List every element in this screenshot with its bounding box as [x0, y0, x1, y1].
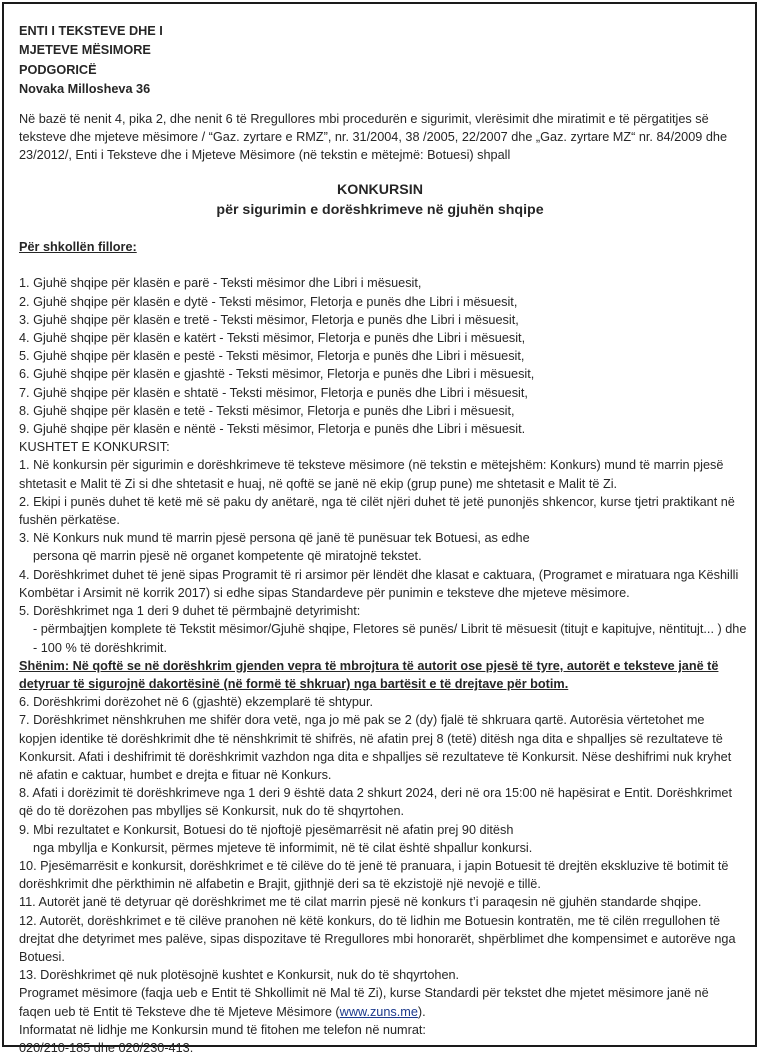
- programs-text: Programet mësimore (faqja ueb e Entit të Shkollimit në Mal të Zi), kurse Standardi për tekstet dhe mjetet mësimore janë në faqen ueb të Entit të Teksteve dhe të Mjeteve Mësimore (: [19, 986, 709, 1019]
- condition-7: 7. Dorëshkrimet nënshkruhen me shifër dora vetë, nga jo më pak se 2 (dy) fjalë të shkruara qartë. Autorësia vërtetohet me kopjen identike të dorëshkrimit dhe të nënshkrimit të shifrës, në afatin prej 8 (tetë) ditësh nga dita e shpalljes së rezultateve të Konkursit. Afati i deshifrimit të dorëshkrimit vazhdon nga dita e shpalljes së rezultateve të Konkursit. Nëse deshifrimi nuk kryhet në afatin e caktuar, humbet e drejta e fituar në Konkurs.: [19, 713, 732, 782]
- condition-5-line1: 5. Dorëshkrimet nga 1 deri 9 duhet të përmbajnë detyrimisht:: [19, 604, 361, 619]
- condition-3-line1: 3. Në Konkurs nuk mund të marrin pjesë persona që janë të punësuar tek Botuesi, as edhe: [19, 531, 530, 546]
- document-title: KONKURSIN: [337, 182, 423, 199]
- issuer-address: Novaka Millosheva 36: [19, 82, 151, 97]
- contact-info: Informatat në lidhje me Konkursin mund të fitohen me telefon në numrat:: [19, 1022, 426, 1037]
- condition-12: 12. Autorët, dorëshkrimet e të cilëve pranohen në këtë konkurs, do të lidhin me Botuesin kontratën, me të cilën rregullohen të drejtat dhe detyrimet mes palëve, sipas dispozitave të Rregullores mbi honorarët, shpërblimet dhe kompensimet e autorëve nga Botuesi.: [19, 913, 736, 964]
- condition-5-line2: - përmbajtjen komplete të Tekstit mësimor/Gjuhë shqipe, Fletores së punës/ Librit të mësuesit (titujt e kapitujve, nëntitujt... ) dhe: [33, 622, 747, 637]
- list-item: 2. Gjuhë shqipe për klasën e dytë - Teksti mësimor, Fletorja e punës dhe Libri i mësuesit,: [19, 294, 518, 309]
- condition-6: 6. Dorëshkrimi dorëzohet në 6 (gjashtë) ekzemplarë të shtypur.: [19, 695, 374, 710]
- list-item: 4. Gjuhë shqipe për klasën e katërt - Teksti mësimor, Fletorja e punës dhe Libri i mësuesit,: [19, 331, 526, 346]
- issuer-name-line1: ENTI I TEKSTEVE DHE I: [19, 24, 163, 38]
- condition-5-line3: - 100 % të dorëshkrimit.: [33, 640, 167, 655]
- programs-end: ).: [417, 1004, 426, 1019]
- manuscript-list: [19, 274, 741, 438]
- document-content: [19, 22, 747, 1057]
- list-item: 3. Gjuhë shqipe për klasën e tretë - Teksti mësimor, Fletorja e punës dhe Libri i mësuesit,: [19, 312, 519, 327]
- condition-9-line2: nga mbyllja e Konkursit, përmes mjeteve të informimit, në të cilat është shpallur konkursi.: [33, 840, 533, 855]
- issuer-header: [19, 22, 741, 100]
- condition-2: 2. Ekipi i punës duhet të ketë më së paku dy anëtarë, nga të cilët njëri duhet të jetë punonjës shkencor, kurse tjetri praktikant në fushën përkatëse.: [19, 494, 735, 528]
- list-item: 1. Gjuhë shqipe për klasën e parë - Teksti mësimor dhe Libri i mësuesit,: [19, 276, 422, 291]
- condition-8: 8. Afati i dorëzimit të dorëshkrimeve nga 1 deri 9 është data 2 shkurt 2024, deri në ora 15:00 në hapësirat e Entit. Dorëshkrimet që do të dorëzohen pas mbylljes së Konkursit, nuk do të shqyrtohen.: [19, 786, 733, 819]
- programs-paragraph: [19, 984, 741, 1020]
- section-label-primary-school: Për shkollën fillore:: [19, 240, 137, 255]
- note-paragraph: Shënim: Në qoftë se në dorëshkrim gjenden vepra të mbrojtura të autorit ose pjesë të tyre, autorët e teksteve janë të detyruar të sigurojnë dakortësinë (në formë të shkruar) nga bartësit e të drejtave për botim.: [19, 658, 719, 691]
- phone-numbers: 020/210-185 dhe 020/230-413.: [19, 1040, 194, 1055]
- condition-11: 11. Autorët janë të detyruar që dorëshkrimet me të cilat marrin pjesë në konkurs t’i paraqesin në gjuhën standarde shqipe.: [19, 895, 702, 910]
- list-item: 5. Gjuhë shqipe për klasën e pestë - Teksti mësimor, Fletorja e punës dhe Libri i mësuesit,: [19, 349, 525, 364]
- condition-13: 13. Dorëshkrimet që nuk plotësojnë kushtet e Konkursit, nuk do të shqyrtohen.: [19, 968, 460, 983]
- condition-1: 1. Në konkursin për sigurimin e dorëshkrimeve të teksteve mësimore (në tekstin e mëtejshëm: Konkurs) mund të marrin pjesë shtetasit e Malit të Zi si dhe shtetasit e huaj, në qoftë se janë në ekip (grup pune) me shtetasit e Malit të Zi.: [19, 458, 724, 491]
- issuer-city: PODGORICË: [19, 62, 97, 77]
- issuer-name-line2: MJETEVE MËSIMORE: [19, 43, 151, 58]
- list-item: 9. Gjuhë shqipe për klasën e nëntë - Teksti mësimor, Fletorja e punës dhe Libri i mësuesit.: [19, 422, 526, 437]
- condition-4: 4. Dorëshkrimet duhet të jenë sipas Programit të ri arsimor për lëndët dhe klasat e caktuara, (Programet e miratuara nga Këshilli Kombëtar i Arsimit në korrik 2017) si edhe sipas Standardeve për punimin e teksteve dhe mjeteve mësimore.: [19, 567, 739, 600]
- website-link[interactable]: www.zuns.me: [339, 1004, 418, 1019]
- list-item: 6. Gjuhë shqipe për klasën e gjashtë - Teksti mësimor, Fletorja e punës dhe Libri i mësuesit,: [19, 367, 535, 382]
- conditions-heading: KUSHTET E KONKURSIT:: [19, 440, 170, 455]
- condition-10: 10. Pjesëmarrësit e konkursit, dorëshkrimet e të cilëve do të jenë të pranuara, i japin Botuesit të drejtën ekskluzive të botimit të dorëshkrimit dhe përkthimin në alfabetin e Brajit, gjithnjë deri sa të ekzistojë një nevojë e tillë.: [19, 858, 729, 892]
- condition-3-line2: persona që marrin pjesë në organet kompetente që miratojnë tekstet.: [33, 549, 422, 564]
- document-subtitle: për sigurimin e dorëshkrimeve në gjuhën shqipe: [216, 202, 544, 219]
- list-item: 7. Gjuhë shqipe për klasën e shtatë - Teksti mësimor, Fletorja e punës dhe Libri i mësuesit,: [19, 385, 528, 400]
- condition-9-line1: 9. Mbi rezultatet e Konkursit, Botuesi do të njoftojë pjesëmarrësit në afatin prej 90 ditësh: [19, 822, 514, 837]
- intro-paragraph: Në bazë të nenit 4, pika 2, dhe nenit 6 të Rregullores mbi procedurën e sigurimit, vlerësimit dhe miratimit e të përgatitjes së teksteve dhe mjeteve mësimore / “Gaz. zyrtare e RMZ”, nr. 31/2004, 38 /2005, 22/2007 dhe „Gaz. zyrtare MZ“ nr. 84/2009 dhe 23/2012/, Enti i Teksteve dhe i Mjeteve Mësimore (në tekstin e mëtejmë: Botuesi) shpall: [19, 111, 728, 163]
- list-item: 8. Gjuhë shqipe për klasën e tetë - Teksti mësimor, Fletorja e punës dhe Libri i mësuesit,: [19, 403, 515, 418]
